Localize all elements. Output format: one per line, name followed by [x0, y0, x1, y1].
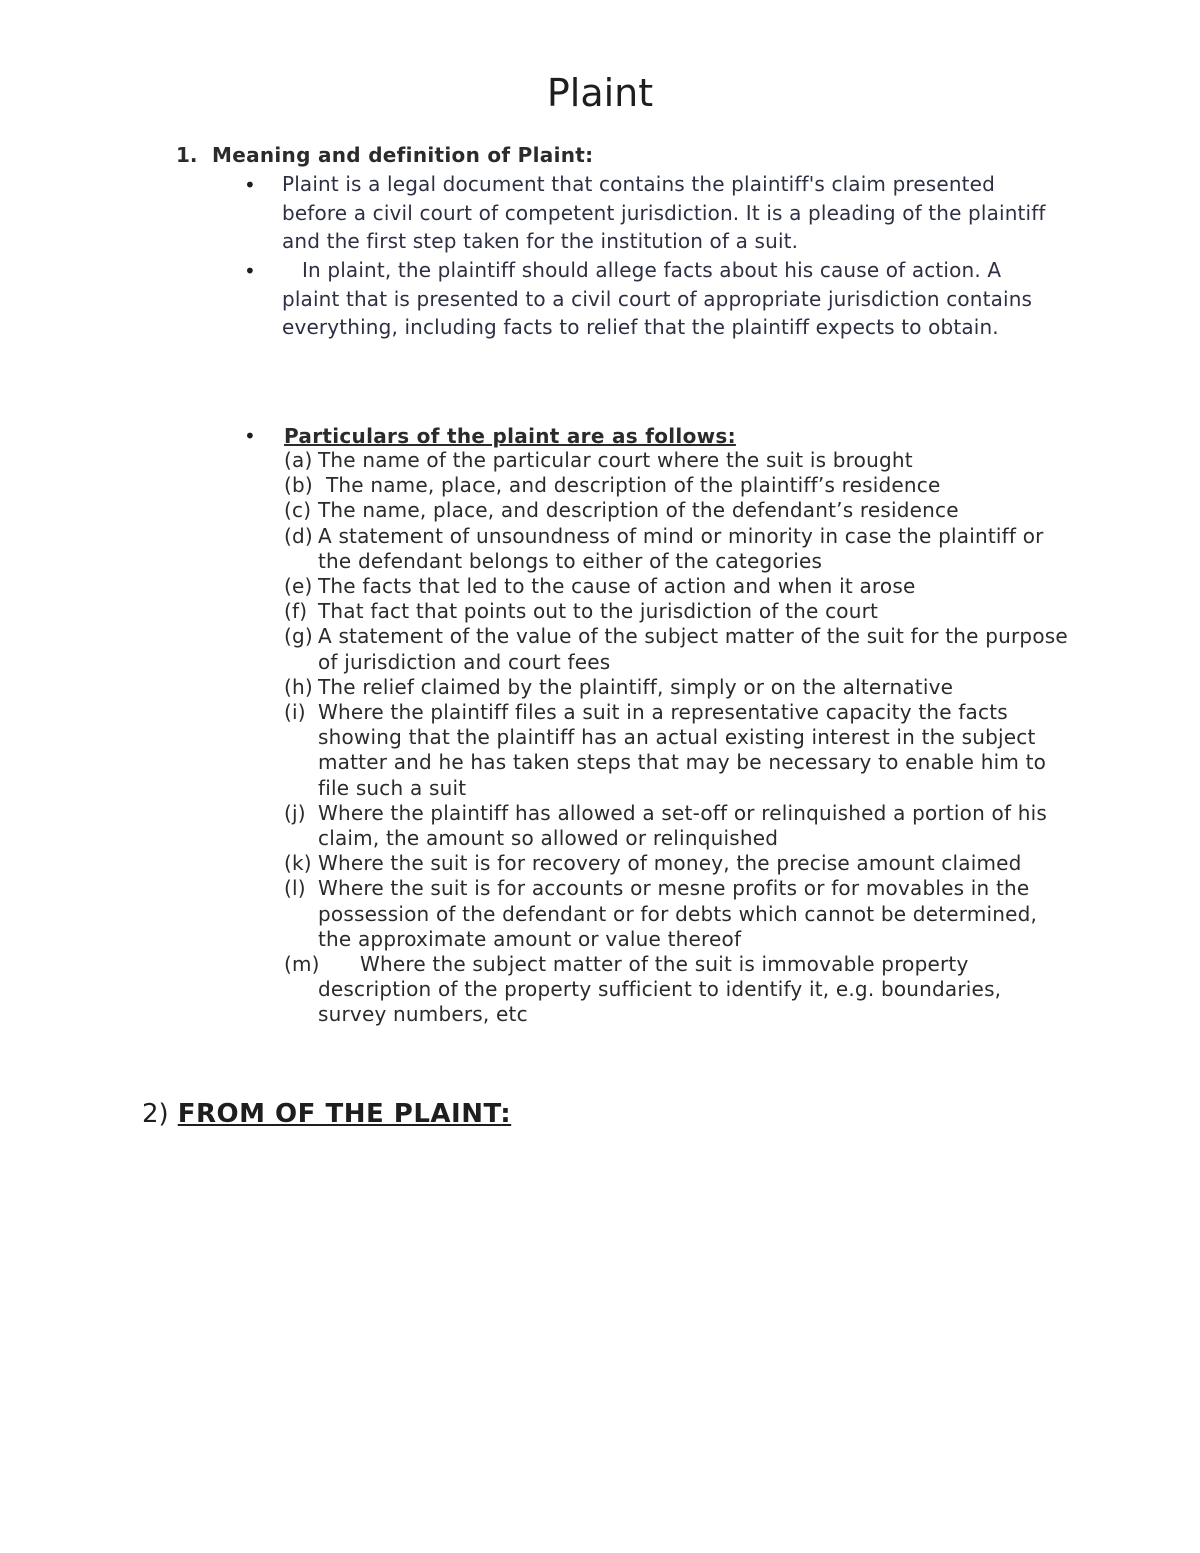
document-title: Plaint — [546, 71, 654, 115]
list-item-text: Where the plaintiff has allowed a set-off or relinquished a portion of his claim, the amount so allowed or relinquished — [318, 800, 1048, 851]
list-item-text: The relief claimed by the plaintiff, simply or on the alternative — [318, 674, 954, 699]
list-item-marker: (f) — [284, 599, 308, 624]
list-item — [284, 473, 1074, 498]
list-item — [284, 574, 1074, 599]
section-2-heading — [142, 1096, 511, 1132]
list-item-text: That fact that points out to the jurisdiction of the court — [318, 599, 879, 624]
section-1-number: 1. — [176, 143, 198, 167]
list-item-marker: (e) — [284, 574, 313, 599]
bullet-icon: • — [244, 424, 256, 448]
list-item-marker: (k) — [284, 851, 312, 876]
list-item-marker: (m) — [284, 952, 320, 977]
list-item — [284, 675, 1074, 700]
list-item-marker: (a) — [284, 448, 313, 472]
list-item-marker: (l) — [284, 876, 306, 901]
list-item-text: A statement of unsoundness of mind or minority in case the plaintiff or the defendant belongs to either of the categories — [318, 523, 1044, 573]
list-item — [284, 952, 1074, 1028]
list-item — [284, 448, 1074, 473]
list-item — [284, 599, 1074, 624]
list-item-marker: (c) — [284, 498, 312, 523]
list-item — [284, 524, 1074, 574]
section-2-number: 2) — [142, 1099, 169, 1129]
list-item — [284, 851, 1074, 876]
section-1-heading: Meaning and definition of Plaint: — [212, 143, 594, 167]
list-item-text: The name, place, and description of the plaintiff’s residence — [326, 473, 941, 498]
list-item-text: The name, place, and description of the defendant’s residence — [318, 498, 959, 523]
list-item-marker: (b) — [284, 473, 313, 498]
list-item-marker: (j) — [284, 800, 306, 825]
list-item-text: Where the suit is for accounts or mesne profits or for movables in the possession of the defendant or for debts which cannot be determined, the approximate amount or value thereof — [318, 876, 1038, 951]
bullet-icon: • — [244, 173, 256, 197]
section-2-title: FROM OF THE PLAINT: — [177, 1099, 512, 1129]
list-item-text: Where the plaintiff files a suit in a representative capacity the facts showing that the plaintiff has an actual existing interest in the subject matter and he has taken steps that may be necessary to enable him to file such a suit — [318, 700, 1047, 800]
list-item-marker: (i) — [284, 700, 306, 725]
list-item-text: The name of the particular court where the suit is brought — [318, 448, 913, 472]
bullet-icon: • — [244, 259, 256, 283]
list-item-text: Where the subject matter of the suit is immovable property description of the property sufficient to identify it, e.g. boundaries, survey numbers, etc — [318, 952, 1002, 1027]
list-item — [284, 700, 1074, 801]
list-item-marker: (g) — [284, 624, 313, 649]
definition-paragraph-2: In plaint, the plaintiff should allege facts about his cause of action. A plaint that is presented to a civil court of appropriate jurisdiction contains everything, including facts to relief that the plaintiff expects to obtain. — [282, 258, 1033, 340]
list-item-text: Where the suit is for recovery of money, the precise amount claimed — [318, 851, 1022, 876]
list-item-marker: (d) — [284, 523, 313, 548]
list-item-marker: (h) — [284, 674, 313, 699]
particulars-list — [284, 448, 1074, 1028]
list-item — [284, 801, 1074, 851]
list-item-text: A statement of the value of the subject matter of the suit for the purpose of jurisdiction and court fees — [318, 624, 1068, 674]
particulars-heading: Particulars of the plaint are as follows: — [284, 424, 736, 448]
list-item — [284, 498, 1074, 523]
list-item-text: The facts that led to the cause of action and when it arose — [318, 574, 916, 599]
list-item — [284, 876, 1074, 952]
definition-paragraph-1: Plaint is a legal document that contains the plaintiff's claim presented before a civil court of competent jurisdiction. It is a pleading of the plaintiff and the first step taken for the institution of a suit. — [282, 172, 1046, 254]
list-item — [284, 624, 1074, 674]
